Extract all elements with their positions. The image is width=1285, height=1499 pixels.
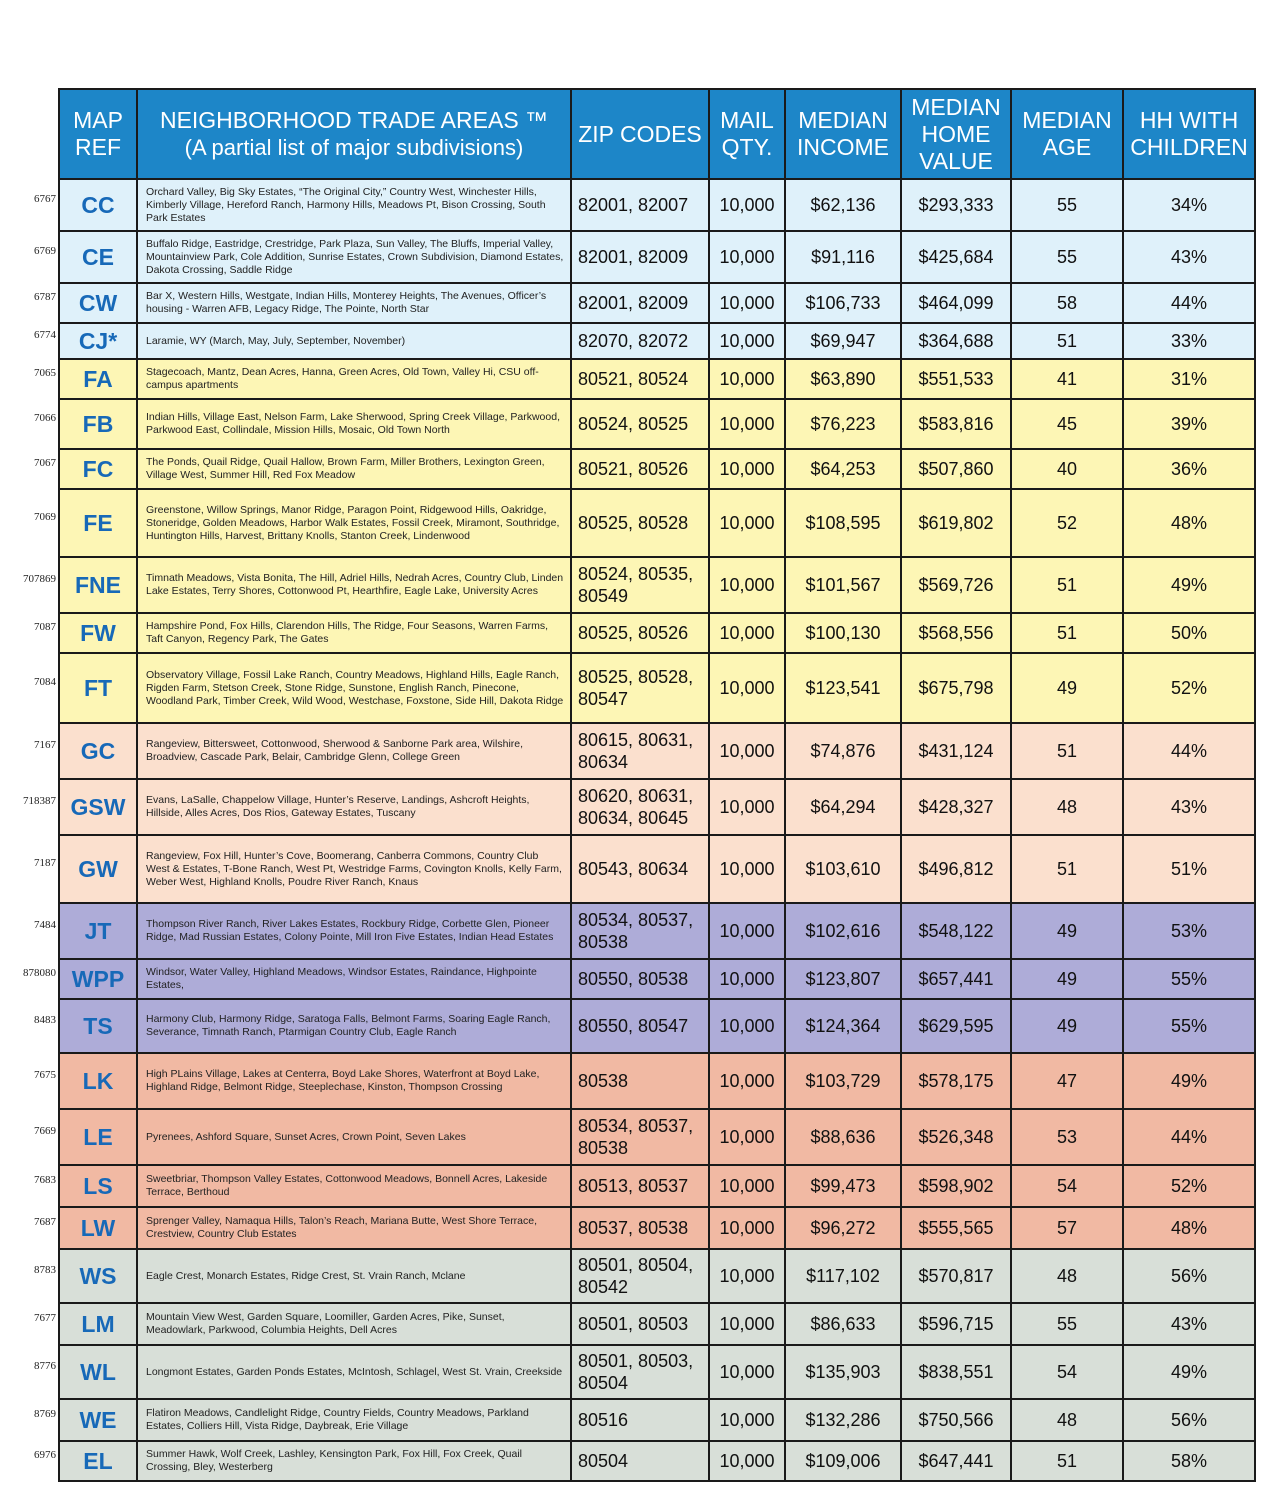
- cell-median-age: 51: [1011, 1441, 1123, 1481]
- cell-map-ref: FC: [59, 449, 137, 489]
- table-row: [59, 489, 1255, 557]
- table-row: [59, 653, 1255, 723]
- cell-median-home-value: $629,595: [901, 999, 1011, 1053]
- cell-trade-areas: The Ponds, Quail Ridge, Quail Hallow, Brown Farm, Miller Brothers, Lexington Green, Village West, Summer Hill, Red Fox Meadow: [137, 449, 571, 489]
- side-code: 7065: [34, 367, 56, 379]
- trade-areas-table: [58, 88, 1256, 1482]
- cell-median-home-value: $570,817: [901, 1249, 1011, 1303]
- cell-median-income: $117,102: [785, 1249, 901, 1303]
- side-code: 7167: [34, 739, 56, 751]
- cell-mail-qty: 10,000: [709, 1207, 785, 1249]
- header-median-home-value: MEDIAN HOME VALUE: [901, 89, 1011, 179]
- cell-zip-codes: 80513, 80537: [571, 1165, 709, 1207]
- cell-median-income: $74,876: [785, 723, 901, 779]
- side-code: 7084: [34, 676, 56, 688]
- trade-areas-table-wrapper: [58, 88, 1254, 1482]
- cell-zip-codes: 80524, 80535, 80549: [571, 557, 709, 613]
- cell-median-home-value: $555,565: [901, 1207, 1011, 1249]
- cell-trade-areas: Windsor, Water Valley, Highland Meadows, Windsor Estates, Raindance, Highpointe Estates,: [137, 959, 571, 999]
- cell-zip-codes: 80525, 80526: [571, 613, 709, 653]
- side-code: 8769: [34, 1408, 56, 1420]
- cell-median-home-value: $675,798: [901, 653, 1011, 723]
- cell-trade-areas: Laramie, WY (March, May, July, September, November): [137, 323, 571, 359]
- cell-median-home-value: $838,551: [901, 1345, 1011, 1399]
- table-row: [59, 1249, 1255, 1303]
- cell-map-ref: CE: [59, 231, 137, 283]
- cell-hh-with-children: 52%: [1123, 653, 1255, 723]
- cell-hh-with-children: 56%: [1123, 1249, 1255, 1303]
- cell-median-income: $132,286: [785, 1399, 901, 1441]
- cell-median-income: $64,253: [785, 449, 901, 489]
- table-row: [59, 231, 1255, 283]
- cell-trade-areas: Evans, LaSalle, Chappelow Village, Hunter’s Reserve, Landings, Ashcroft Heights, Hillside, Alles Acres, Dos Rios, Gateway Estates, Tuscany: [137, 779, 571, 835]
- cell-median-income: $106,733: [785, 283, 901, 323]
- side-code: 8776: [34, 1360, 56, 1372]
- side-code: 7187: [34, 857, 56, 869]
- cell-median-home-value: $583,816: [901, 399, 1011, 449]
- cell-mail-qty: 10,000: [709, 557, 785, 613]
- cell-hh-with-children: 44%: [1123, 283, 1255, 323]
- cell-hh-with-children: 55%: [1123, 999, 1255, 1053]
- cell-mail-qty: 10,000: [709, 323, 785, 359]
- table-row: [59, 283, 1255, 323]
- cell-trade-areas: Thompson River Ranch, River Lakes Estates, Rockbury Ridge, Corbette Glen, Pioneer Ridge, Mad Russian Estates, Colony Pointe, Mill Iron Five Estates, Indian Head Estates: [137, 903, 571, 959]
- cell-mail-qty: 10,000: [709, 449, 785, 489]
- cell-trade-areas: Stagecoach, Mantz, Dean Acres, Hanna, Green Acres, Old Town, Valley Hi, CSU off-campus apartments: [137, 359, 571, 399]
- table-row: [59, 1207, 1255, 1249]
- cell-median-income: $64,294: [785, 779, 901, 835]
- cell-median-income: $103,610: [785, 835, 901, 903]
- side-code: 7675: [34, 1069, 56, 1081]
- cell-median-home-value: $647,441: [901, 1441, 1011, 1481]
- side-code: 7677: [34, 1312, 56, 1324]
- cell-map-ref: LW: [59, 1207, 137, 1249]
- cell-hh-with-children: 49%: [1123, 1345, 1255, 1399]
- side-code: 7687: [34, 1216, 56, 1228]
- cell-hh-with-children: 31%: [1123, 359, 1255, 399]
- cell-trade-areas: Sweetbriar, Thompson Valley Estates, Cottonwood Meadows, Bonnell Acres, Lakeside Terrace, Berthoud: [137, 1165, 571, 1207]
- cell-hh-with-children: 58%: [1123, 1441, 1255, 1481]
- cell-hh-with-children: 43%: [1123, 779, 1255, 835]
- cell-hh-with-children: 36%: [1123, 449, 1255, 489]
- cell-mail-qty: 10,000: [709, 1303, 785, 1345]
- cell-median-home-value: $526,348: [901, 1109, 1011, 1165]
- side-code: 7067: [34, 457, 56, 469]
- cell-median-income: $86,633: [785, 1303, 901, 1345]
- cell-map-ref: GC: [59, 723, 137, 779]
- header-trade-areas: [137, 89, 571, 179]
- side-code: 707869: [23, 573, 56, 585]
- side-code: 7087: [34, 621, 56, 633]
- cell-median-age: 54: [1011, 1345, 1123, 1399]
- header-hh-with-children: HH WITH CHILDREN: [1123, 89, 1255, 179]
- cell-map-ref: FE: [59, 489, 137, 557]
- cell-median-age: 47: [1011, 1053, 1123, 1109]
- cell-median-income: $101,567: [785, 557, 901, 613]
- cell-zip-codes: 82001, 82009: [571, 283, 709, 323]
- cell-median-home-value: $568,556: [901, 613, 1011, 653]
- cell-median-age: 51: [1011, 557, 1123, 613]
- cell-median-home-value: $551,533: [901, 359, 1011, 399]
- cell-median-age: 58: [1011, 283, 1123, 323]
- cell-median-age: 54: [1011, 1165, 1123, 1207]
- table-row: [59, 449, 1255, 489]
- table-body: [59, 179, 1255, 1481]
- cell-zip-codes: 80501, 80503, 80504: [571, 1345, 709, 1399]
- header-median-income: MEDIAN INCOME: [785, 89, 901, 179]
- cell-zip-codes: 80504: [571, 1441, 709, 1481]
- cell-map-ref: CJ*: [59, 323, 137, 359]
- side-code: 8483: [34, 1014, 56, 1026]
- cell-mail-qty: 10,000: [709, 999, 785, 1053]
- cell-zip-codes: 80550, 80538: [571, 959, 709, 999]
- cell-mail-qty: 10,000: [709, 1165, 785, 1207]
- cell-map-ref: LM: [59, 1303, 137, 1345]
- cell-median-income: $123,541: [785, 653, 901, 723]
- cell-map-ref: FT: [59, 653, 137, 723]
- cell-map-ref: LK: [59, 1053, 137, 1109]
- header-zip-codes: ZIP CODES: [571, 89, 709, 179]
- cell-median-age: 51: [1011, 323, 1123, 359]
- cell-zip-codes: 80525, 80528: [571, 489, 709, 557]
- cell-median-income: $102,616: [785, 903, 901, 959]
- cell-zip-codes: 80525, 80528, 80547: [571, 653, 709, 723]
- cell-median-home-value: $293,333: [901, 179, 1011, 231]
- cell-median-home-value: $428,327: [901, 779, 1011, 835]
- cell-trade-areas: Indian Hills, Village East, Nelson Farm, Lake Sherwood, Spring Creek Village, Parkwood, Parkwood East, Collindale, Mission Hills, Mosaic, Old Town North: [137, 399, 571, 449]
- table-row: [59, 399, 1255, 449]
- cell-map-ref: WPP: [59, 959, 137, 999]
- table-row: [59, 1399, 1255, 1441]
- cell-median-home-value: $598,902: [901, 1165, 1011, 1207]
- cell-hh-with-children: 48%: [1123, 489, 1255, 557]
- cell-hh-with-children: 48%: [1123, 1207, 1255, 1249]
- header-trade-areas-title: NEIGHBORHOOD TRADE AREAS ™: [159, 107, 549, 133]
- cell-trade-areas: Mountain View West, Garden Square, Loomiller, Garden Acres, Pike, Sunset, Meadowlark, Parkwood, Columbia Heights, Dell Acres: [137, 1303, 571, 1345]
- cell-median-home-value: $464,099: [901, 283, 1011, 323]
- cell-median-income: $63,890: [785, 359, 901, 399]
- table-row: [59, 1165, 1255, 1207]
- cell-median-income: $96,272: [785, 1207, 901, 1249]
- cell-hh-with-children: 34%: [1123, 179, 1255, 231]
- cell-median-age: 49: [1011, 959, 1123, 999]
- cell-zip-codes: 80501, 80503: [571, 1303, 709, 1345]
- cell-hh-with-children: 51%: [1123, 835, 1255, 903]
- cell-median-income: $135,903: [785, 1345, 901, 1399]
- cell-trade-areas: Buffalo Ridge, Eastridge, Crestridge, Park Plaza, Sun Valley, The Bluffs, Imperial Valley, Mountainview Park, Cole Addition, Sunrise Estates, Crown Subdivision, Diamond Estates, Dakota Crossing, Saddle Ridge: [137, 231, 571, 283]
- header-median-age: MEDIAN AGE: [1011, 89, 1123, 179]
- cell-mail-qty: 10,000: [709, 231, 785, 283]
- table-row: [59, 1303, 1255, 1345]
- cell-hh-with-children: 39%: [1123, 399, 1255, 449]
- cell-trade-areas: Eagle Crest, Monarch Estates, Ridge Crest, St. Vrain Ranch, Mclane: [137, 1249, 571, 1303]
- cell-trade-areas: Hampshire Pond, Fox Hills, Clarendon Hills, The Ridge, Four Seasons, Warren Farms, Taft Canyon, Regency Park, The Gates: [137, 613, 571, 653]
- cell-trade-areas: Rangeview, Fox Hill, Hunter’s Cove, Boomerang, Canberra Commons, Country Club West & Estates, T-Bone Ranch, West Pt, Westridge Farms, Covington Knolls, Kelly Farm, Weber West, Highland Knolls, Poudre River Ranch, Knaus: [137, 835, 571, 903]
- cell-median-age: 49: [1011, 903, 1123, 959]
- table-row: [59, 1053, 1255, 1109]
- cell-mail-qty: 10,000: [709, 179, 785, 231]
- cell-map-ref: LS: [59, 1165, 137, 1207]
- cell-hh-with-children: 55%: [1123, 959, 1255, 999]
- cell-trade-areas: Pyrenees, Ashford Square, Sunset Acres, Crown Point, Seven Lakes: [137, 1109, 571, 1165]
- cell-median-age: 48: [1011, 1249, 1123, 1303]
- cell-hh-with-children: 52%: [1123, 1165, 1255, 1207]
- table-row: [59, 1109, 1255, 1165]
- cell-median-age: 45: [1011, 399, 1123, 449]
- cell-median-home-value: $507,860: [901, 449, 1011, 489]
- cell-zip-codes: 82001, 82009: [571, 231, 709, 283]
- cell-hh-with-children: 49%: [1123, 557, 1255, 613]
- cell-median-income: $76,223: [785, 399, 901, 449]
- cell-zip-codes: 80615, 80631, 80634: [571, 723, 709, 779]
- table-row: [59, 999, 1255, 1053]
- cell-map-ref: WE: [59, 1399, 137, 1441]
- cell-median-age: 55: [1011, 179, 1123, 231]
- side-code: 7069: [34, 511, 56, 523]
- cell-mail-qty: 10,000: [709, 1109, 785, 1165]
- side-code: 878080: [23, 967, 56, 979]
- header-row: [59, 89, 1255, 179]
- cell-trade-areas: Timnath Meadows, Vista Bonita, The Hill, Adriel Hills, Nedrah Acres, Country Club, Linden Lake Estates, Terry Shores, Cottonwood Pt, Hearthfire, Eagle Lake, University Acres: [137, 557, 571, 613]
- cell-median-income: $62,136: [785, 179, 901, 231]
- header-mail-qty: MAIL QTY.: [709, 89, 785, 179]
- cell-zip-codes: 80521, 80526: [571, 449, 709, 489]
- cell-map-ref: WS: [59, 1249, 137, 1303]
- cell-zip-codes: 80501, 80504, 80542: [571, 1249, 709, 1303]
- cell-median-home-value: $364,688: [901, 323, 1011, 359]
- cell-zip-codes: 80537, 80538: [571, 1207, 709, 1249]
- cell-mail-qty: 10,000: [709, 613, 785, 653]
- cell-map-ref: JT: [59, 903, 137, 959]
- cell-mail-qty: 10,000: [709, 489, 785, 557]
- cell-mail-qty: 10,000: [709, 1399, 785, 1441]
- cell-zip-codes: 80620, 80631, 80634, 80645: [571, 779, 709, 835]
- cell-median-age: 55: [1011, 1303, 1123, 1345]
- cell-median-income: $91,116: [785, 231, 901, 283]
- cell-trade-areas: Greenstone, Willow Springs, Manor Ridge, Paragon Point, Ridgewood Hills, Oakridge, Stoneridge, Golden Meadows, Harbor Walk Estates, Fossil Creek, Miramont, Southridge, Huntington Hills, Harvest, Brittany Knolls, Stanton Creek, Lindenwood: [137, 489, 571, 557]
- table-row: [59, 359, 1255, 399]
- side-code: 8783: [34, 1264, 56, 1276]
- cell-median-age: 55: [1011, 231, 1123, 283]
- cell-median-home-value: $750,566: [901, 1399, 1011, 1441]
- side-code: 7066: [34, 412, 56, 424]
- side-code: 6976: [34, 1449, 56, 1461]
- table-row: [59, 1441, 1255, 1481]
- cell-map-ref: GSW: [59, 779, 137, 835]
- cell-hh-with-children: 50%: [1123, 613, 1255, 653]
- cell-median-age: 51: [1011, 613, 1123, 653]
- cell-mail-qty: 10,000: [709, 779, 785, 835]
- cell-trade-areas: Observatory Village, Fossil Lake Ranch, Country Meadows, Highland Hills, Eagle Ranch, Rigden Farm, Stetson Creek, Stone Ridge, Sunstone, English Ranch, Pinecone, Woodland Park, Timber Creek, Wild Wood, Westchase, Foxstone, Side Hill, Dakota Ridge: [137, 653, 571, 723]
- table-row: [59, 179, 1255, 231]
- cell-hh-with-children: 43%: [1123, 1303, 1255, 1345]
- cell-mail-qty: 10,000: [709, 1249, 785, 1303]
- cell-zip-codes: 80521, 80524: [571, 359, 709, 399]
- cell-median-age: 48: [1011, 1399, 1123, 1441]
- cell-median-income: $88,636: [785, 1109, 901, 1165]
- cell-mail-qty: 10,000: [709, 359, 785, 399]
- table-row: [59, 323, 1255, 359]
- side-code: 6767: [34, 193, 56, 205]
- cell-trade-areas: Longmont Estates, Garden Ponds Estates, McIntosh, Schlagel, West St. Vrain, Creekside: [137, 1345, 571, 1399]
- cell-mail-qty: 10,000: [709, 653, 785, 723]
- cell-mail-qty: 10,000: [709, 959, 785, 999]
- cell-trade-areas: Flatiron Meadows, Candlelight Ridge, Country Fields, Country Meadows, Parkland Estates, Colliers Hill, Vista Ridge, Daybreak, Erie Village: [137, 1399, 571, 1441]
- cell-median-income: $108,595: [785, 489, 901, 557]
- side-code: 7484: [34, 919, 56, 931]
- cell-median-age: 48: [1011, 779, 1123, 835]
- cell-median-home-value: $548,122: [901, 903, 1011, 959]
- cell-mail-qty: 10,000: [709, 283, 785, 323]
- table-row: [59, 903, 1255, 959]
- cell-map-ref: WL: [59, 1345, 137, 1399]
- cell-median-age: 52: [1011, 489, 1123, 557]
- cell-mail-qty: 10,000: [709, 903, 785, 959]
- cell-map-ref: FB: [59, 399, 137, 449]
- cell-map-ref: GW: [59, 835, 137, 903]
- cell-mail-qty: 10,000: [709, 1053, 785, 1109]
- cell-hh-with-children: 49%: [1123, 1053, 1255, 1109]
- cell-median-income: $103,729: [785, 1053, 901, 1109]
- cell-mail-qty: 10,000: [709, 1345, 785, 1399]
- cell-median-age: 51: [1011, 835, 1123, 903]
- table-row: [59, 613, 1255, 653]
- cell-hh-with-children: 53%: [1123, 903, 1255, 959]
- side-code: 7683: [34, 1174, 56, 1186]
- cell-median-age: 51: [1011, 723, 1123, 779]
- cell-median-age: 40: [1011, 449, 1123, 489]
- cell-map-ref: FNE: [59, 557, 137, 613]
- side-code: 7669: [34, 1125, 56, 1137]
- cell-median-age: 57: [1011, 1207, 1123, 1249]
- cell-zip-codes: 80524, 80525: [571, 399, 709, 449]
- cell-zip-codes: 80534, 80537, 80538: [571, 903, 709, 959]
- cell-median-home-value: $619,802: [901, 489, 1011, 557]
- cell-hh-with-children: 56%: [1123, 1399, 1255, 1441]
- cell-zip-codes: 82070, 82072: [571, 323, 709, 359]
- cell-zip-codes: 80516: [571, 1399, 709, 1441]
- cell-zip-codes: 82001, 82007: [571, 179, 709, 231]
- cell-median-home-value: $596,715: [901, 1303, 1011, 1345]
- table-row: [59, 723, 1255, 779]
- cell-trade-areas: Rangeview, Bittersweet, Cottonwood, Sherwood & Sanborne Park area, Wilshire, Broadview, Cascade Park, Belair, Cambridge Glenn, College Green: [137, 723, 571, 779]
- table-row: [59, 779, 1255, 835]
- cell-hh-with-children: 33%: [1123, 323, 1255, 359]
- side-code: 718387: [23, 795, 56, 807]
- cell-median-age: 49: [1011, 653, 1123, 723]
- cell-median-income: $109,006: [785, 1441, 901, 1481]
- side-code: 6774: [34, 329, 56, 341]
- cell-mail-qty: 10,000: [709, 835, 785, 903]
- cell-hh-with-children: 44%: [1123, 1109, 1255, 1165]
- cell-mail-qty: 10,000: [709, 399, 785, 449]
- cell-hh-with-children: 43%: [1123, 231, 1255, 283]
- table-row: [59, 959, 1255, 999]
- cell-map-ref: CW: [59, 283, 137, 323]
- cell-trade-areas: Orchard Valley, Big Sky Estates, “The Original City,” Country West, Winchester Hills, Kimberly Village, Hereford Ranch, Harmony Hills, Meadows Pt, Bison Crossing, South Park Estates: [137, 179, 571, 231]
- cell-map-ref: EL: [59, 1441, 137, 1481]
- cell-median-home-value: $425,684: [901, 231, 1011, 283]
- cell-median-income: $100,130: [785, 613, 901, 653]
- cell-trade-areas: Harmony Club, Harmony Ridge, Saratoga Falls, Belmont Farms, Soaring Eagle Ranch, Severance, Timnath Ranch, Ptarmigan Country Club, Eagle Ranch: [137, 999, 571, 1053]
- cell-map-ref: FA: [59, 359, 137, 399]
- cell-map-ref: LE: [59, 1109, 137, 1165]
- cell-map-ref: CC: [59, 179, 137, 231]
- cell-map-ref: FW: [59, 613, 137, 653]
- cell-trade-areas: Sprenger Valley, Namaqua Hills, Talon’s Reach, Mariana Butte, West Shore Terrace, Crestview, Country Club Estates: [137, 1207, 571, 1249]
- cell-median-age: 41: [1011, 359, 1123, 399]
- cell-zip-codes: 80534, 80537, 80538: [571, 1109, 709, 1165]
- cell-mail-qty: 10,000: [709, 1441, 785, 1481]
- cell-trade-areas: Summer Hawk, Wolf Creek, Lashley, Kensington Park, Fox Hill, Fox Creek, Quail Crossing, Bley, Westerberg: [137, 1441, 571, 1481]
- cell-median-income: $99,473: [785, 1165, 901, 1207]
- table-row: [59, 835, 1255, 903]
- cell-median-home-value: $657,441: [901, 959, 1011, 999]
- table-row: [59, 557, 1255, 613]
- cell-median-age: 53: [1011, 1109, 1123, 1165]
- cell-median-income: $124,364: [785, 999, 901, 1053]
- cell-median-income: $69,947: [785, 323, 901, 359]
- cell-zip-codes: 80550, 80547: [571, 999, 709, 1053]
- cell-median-home-value: $569,726: [901, 557, 1011, 613]
- header-map-ref: MAP REF: [59, 89, 137, 179]
- cell-zip-codes: 80543, 80634: [571, 835, 709, 903]
- cell-median-home-value: $496,812: [901, 835, 1011, 903]
- cell-trade-areas: Bar X, Western Hills, Westgate, Indian Hills, Monterey Heights, The Avenues, Officer’s housing - Warren AFB, Legacy Ridge, The Pointe, North Star: [137, 283, 571, 323]
- cell-median-age: 49: [1011, 999, 1123, 1053]
- header-trade-areas-subtitle: (A partial list of major subdivisions): [184, 135, 524, 160]
- table-row: [59, 1345, 1255, 1399]
- cell-zip-codes: 80538: [571, 1053, 709, 1109]
- cell-median-income: $123,807: [785, 959, 901, 999]
- side-code: 6787: [34, 291, 56, 303]
- cell-trade-areas: High PLains Village, Lakes at Centerra, Boyd Lake Shores, Waterfront at Boyd Lake, Highland Ridge, Belmont Ridge, Steeplechase, Kinston, Thompson Crossing: [137, 1053, 571, 1109]
- cell-hh-with-children: 44%: [1123, 723, 1255, 779]
- cell-median-home-value: $431,124: [901, 723, 1011, 779]
- side-code: 6769: [34, 245, 56, 257]
- cell-median-home-value: $578,175: [901, 1053, 1011, 1109]
- cell-mail-qty: 10,000: [709, 723, 785, 779]
- cell-map-ref: TS: [59, 999, 137, 1053]
